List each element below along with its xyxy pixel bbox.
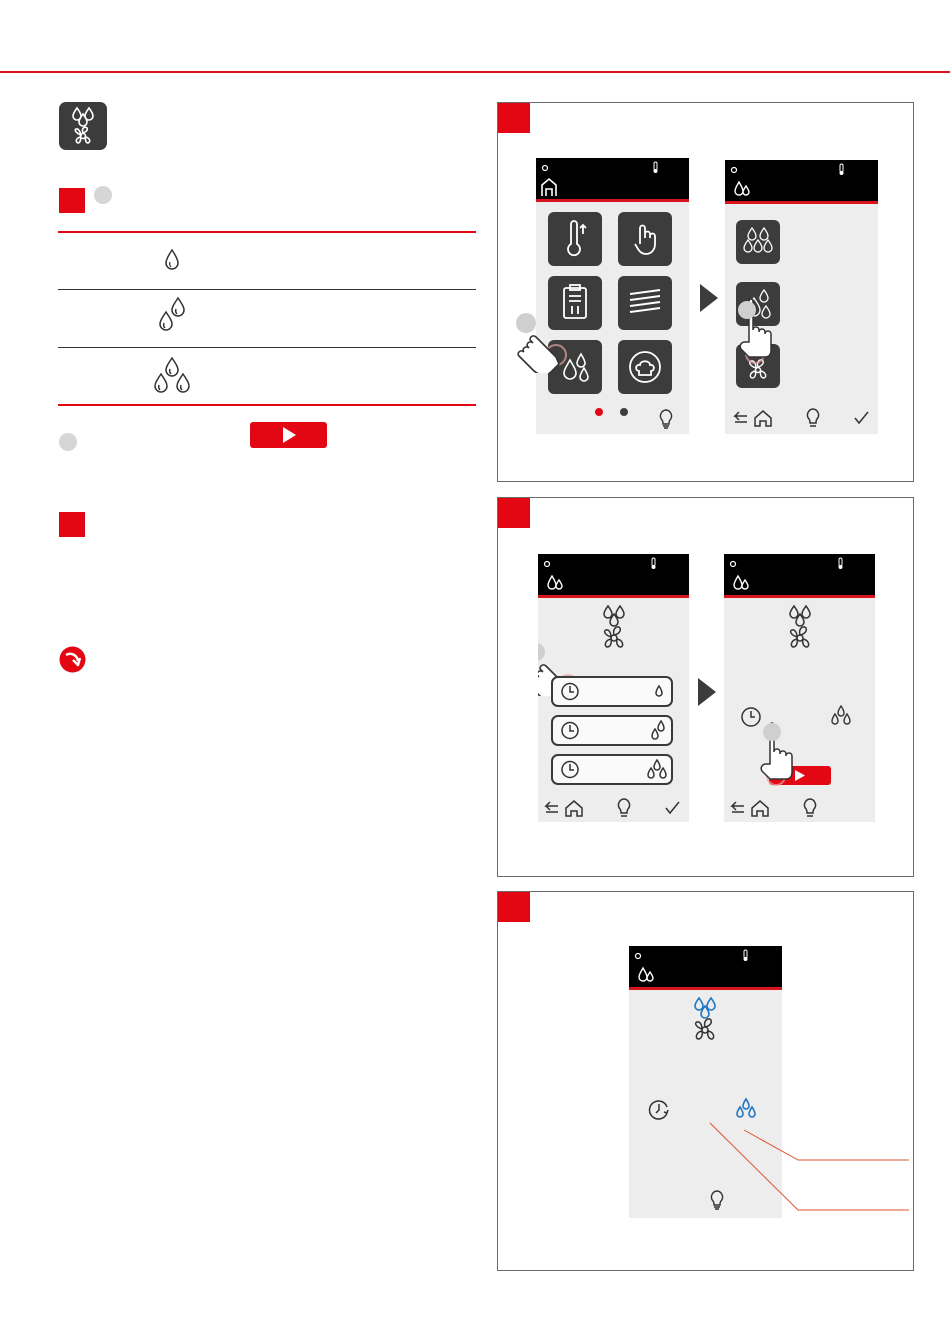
manual-tile[interactable] [618,212,672,266]
status-bar [538,554,689,598]
touch-hand-icon [733,292,773,364]
table-bottom-rule [58,404,476,406]
next-arrow [698,678,716,706]
level-1-option[interactable] [551,676,673,707]
panel-1-marker [498,103,530,133]
lightbulb-icon[interactable] [657,408,675,430]
next-arrow [700,284,718,312]
table-top-rule [58,231,476,233]
status-bar [725,160,878,204]
steam-fan-mode-icon [59,102,107,150]
humidity-level-1-icon [162,248,182,274]
steam-fan-icon [594,602,634,656]
top-red-rule [0,71,950,73]
temperature-tile[interactable] [548,212,602,266]
status-bar [536,158,689,202]
status-bar [629,946,782,990]
step-panel-3 [497,891,914,1271]
status-bar [724,554,875,598]
bottom-nav [729,406,874,430]
section-1-marker [59,188,85,213]
chef-tile[interactable] [618,340,672,394]
step-dot [59,433,77,451]
step-panel-1 [497,102,914,482]
panel-2-marker [498,498,530,528]
start-screen [724,554,875,822]
table-divider [58,347,476,348]
section-2-marker [59,512,85,537]
panel-3-marker [498,892,530,922]
steam-fan-icon [780,602,820,656]
home-screen [536,158,689,434]
humidity-level-3-icon [152,356,192,398]
layers-tile[interactable] [618,276,672,330]
level-2-option[interactable] [551,715,673,746]
touch-hand-icon [752,714,798,790]
double-drop-icon [829,704,853,728]
bottom-nav [540,796,685,820]
steam-mode-screen [725,160,878,434]
callout-lines [698,1117,912,1217]
touch-hand-icon [506,303,568,373]
bottom-nav [726,796,871,820]
step-dot [94,186,112,204]
humidity-level-screen [538,554,689,822]
page-indicator [594,406,634,418]
table-divider [58,289,476,290]
start-button-illustration [250,422,327,448]
step-panel-2 [497,497,914,877]
steam-tile[interactable] [736,220,780,264]
humidity-level-2-icon [156,296,188,336]
steam-fan-active-icon [685,994,725,1048]
arrow-circle-icon [59,646,86,673]
timer-running-icon [647,1098,671,1122]
level-3-option[interactable] [551,754,673,785]
